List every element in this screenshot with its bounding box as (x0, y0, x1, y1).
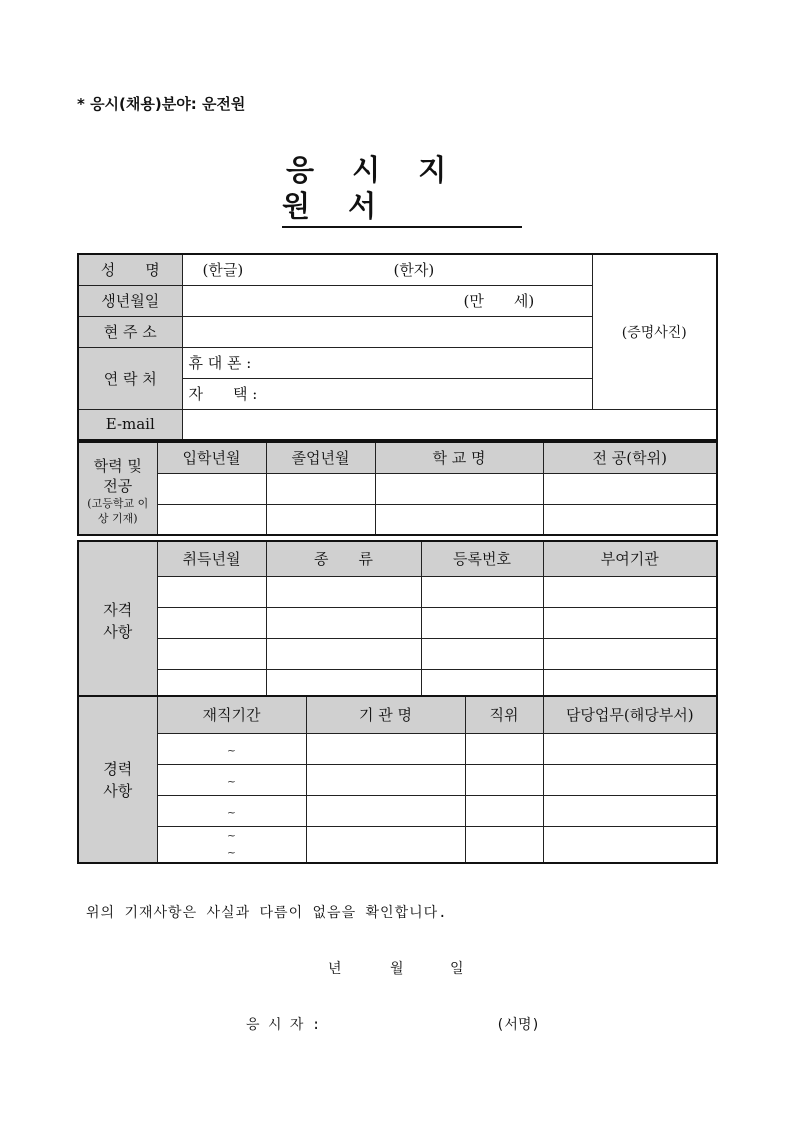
mobile-label: 휴 대 폰 : (188, 354, 252, 372)
license-cell[interactable] (543, 576, 717, 607)
year-label: 년 (328, 961, 342, 977)
education-col-graduation: 졸업년월 (266, 442, 375, 473)
application-field-line: * 응시(채용)분야: 운전원 (77, 95, 246, 113)
career-period-cell[interactable] (157, 733, 306, 764)
career-cell[interactable] (306, 795, 465, 826)
license-cell[interactable] (266, 638, 421, 669)
date-line (328, 958, 464, 978)
mobile-field[interactable] (182, 347, 592, 378)
license-col-number: 등록번호 (421, 541, 543, 576)
home-phone-field[interactable] (182, 378, 592, 409)
education-cell[interactable] (266, 473, 375, 504)
home-phone-label: 자 택 : (188, 385, 258, 403)
career-cell[interactable] (465, 826, 543, 863)
address-label: 현 주 소 (78, 316, 182, 347)
name-field[interactable] (182, 254, 592, 285)
license-cell[interactable] (157, 607, 266, 638)
confirmation-statement: 위의 기재사항은 사실과 다름이 없음을 확인합니다. (86, 905, 448, 921)
education-cell[interactable] (375, 504, 543, 535)
career-cell[interactable] (306, 826, 465, 863)
name-label: 성 명 (78, 254, 182, 285)
address-field[interactable] (182, 316, 592, 347)
education-cell[interactable] (157, 473, 266, 504)
career-cell[interactable] (306, 733, 465, 764)
career-col-duty: 담당업무(해당부서) (543, 696, 717, 733)
career-cell[interactable] (543, 826, 717, 863)
tilde-mark: ~ (226, 829, 237, 843)
signature-label[interactable]: (서명) (496, 1017, 540, 1033)
career-col-position: 직위 (465, 696, 543, 733)
license-cell[interactable] (421, 576, 543, 607)
email-label: E-mail (78, 409, 182, 440)
career-cell[interactable] (465, 795, 543, 826)
education-cell[interactable] (157, 504, 266, 535)
license-col-issuer: 부여기관 (543, 541, 717, 576)
license-cell[interactable] (421, 607, 543, 638)
contact-label: 연 락 처 (78, 347, 182, 409)
license-cell[interactable] (266, 607, 421, 638)
career-table (77, 695, 718, 864)
day-label: 일 (450, 961, 464, 977)
career-period-cell[interactable] (157, 795, 306, 826)
education-table (77, 441, 718, 536)
birth-label: 생년월일 (78, 285, 182, 316)
tilde-mark: ~ (226, 774, 237, 788)
education-note: (고등학교 이상 기재) (87, 496, 149, 525)
name-hanja-label: (한자) (393, 261, 435, 280)
career-cell[interactable] (543, 764, 717, 795)
license-cell[interactable] (421, 638, 543, 669)
education-col-entry: 입학년월 (157, 442, 266, 473)
signature-line (246, 1014, 540, 1034)
education-cell[interactable] (266, 504, 375, 535)
education-section-label (78, 442, 157, 535)
tilde-mark: ~ (226, 805, 237, 819)
license-table (77, 540, 718, 701)
age-label: (만 세) (463, 292, 535, 310)
document-title: 응 시 지 원 서 (282, 152, 522, 228)
education-cell[interactable] (543, 473, 717, 504)
tilde-mark: ~ (226, 743, 237, 757)
career-cell[interactable] (465, 764, 543, 795)
name-korean-label: (한글) (202, 261, 244, 280)
education-title: 학력 및 전공 (93, 456, 142, 495)
career-col-organization: 기 관 명 (306, 696, 465, 733)
photo-label: (증명사진) (621, 324, 687, 341)
email-field[interactable] (182, 409, 717, 440)
career-cell[interactable] (543, 733, 717, 764)
license-section-label: 자격 사항 (78, 541, 157, 700)
birth-field[interactable] (182, 285, 592, 316)
license-cell[interactable] (543, 607, 717, 638)
tilde-mark: ~ (226, 846, 237, 860)
education-col-school: 학 교 명 (375, 442, 543, 473)
career-period-cell[interactable] (157, 764, 306, 795)
photo-box[interactable] (592, 254, 717, 409)
license-cell[interactable] (266, 576, 421, 607)
career-cell[interactable] (465, 733, 543, 764)
career-period-cell[interactable] (157, 826, 306, 863)
license-cell[interactable] (543, 638, 717, 669)
license-cell[interactable] (157, 576, 266, 607)
license-cell[interactable] (157, 638, 266, 669)
license-col-type: 종 류 (266, 541, 421, 576)
month-label: 월 (390, 961, 404, 977)
career-col-period: 재직기간 (157, 696, 306, 733)
license-col-date: 취득년월 (157, 541, 266, 576)
education-cell[interactable] (543, 504, 717, 535)
career-cell[interactable] (306, 764, 465, 795)
career-cell[interactable] (543, 795, 717, 826)
education-cell[interactable] (375, 473, 543, 504)
career-section-label: 경력 사항 (78, 696, 157, 863)
personal-info-table (77, 253, 718, 441)
applicant-label: 응 시 자 : (246, 1017, 321, 1033)
education-col-major: 전 공(학위) (543, 442, 717, 473)
